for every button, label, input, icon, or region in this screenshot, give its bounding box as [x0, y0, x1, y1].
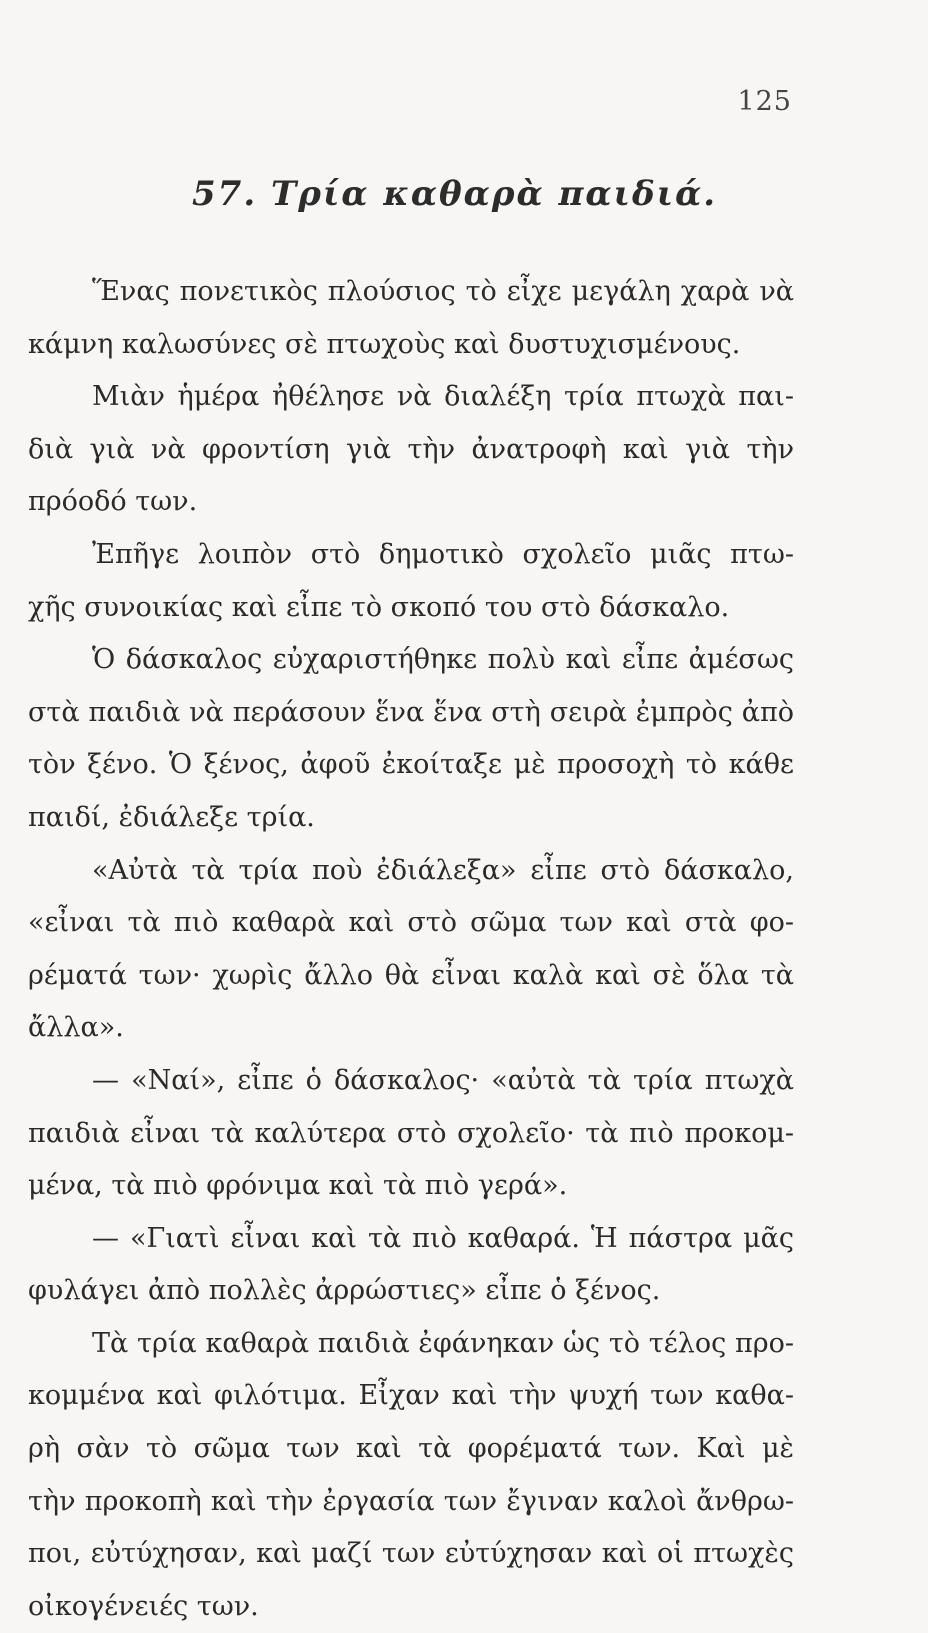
text-line: παιδί, ἐδιάλεξε τρία.: [28, 801, 315, 833]
text-line: Ἕνας πονετικὸς πλούσιος τὸ εἶχε μεγάλη χαρὰ νὰ: [92, 276, 794, 307]
body-text: [28, 266, 794, 1633]
text-line: ἄλλα».: [28, 1012, 124, 1044]
text-line: τὸν ξένο. Ὁ ξένος, ἀφοῦ ἐκοίταξε μὲ προσοχὴ τὸ κάθε: [28, 749, 794, 781]
text-line: στὰ παιδιὰ νὰ περάσουν ἕνα ἕνα στὴ σειρὰ ἐμπρὸς ἀπὸ: [28, 696, 794, 728]
page-number: 125: [737, 86, 792, 117]
text-line: μένα, τὰ πιὸ φρόνιμα καὶ τὰ πιὸ γερά».: [28, 1170, 568, 1202]
text-line: — «Γιατὶ εἶναι καὶ τὰ πιὸ καθαρά. Ἡ πάστρα μᾶς: [92, 1222, 794, 1254]
text-line: ποι, εὐτύχησαν, καὶ μαζί των εὐτύχησαν καὶ οἱ πτωχὲς: [28, 1538, 794, 1570]
text-line: παιδιὰ εἶναι τὰ καλύτερα στὸ σχολεῖο· τὰ πιὸ προκομ-: [28, 1117, 794, 1149]
chapter-title: 57. Τρία καθαρὰ παιδιά.: [192, 174, 718, 214]
text-line: «εἶναι τὰ πιὸ καθαρὰ καὶ στὸ σῶμα των καὶ στὰ φο-: [28, 907, 794, 939]
text-line: πρόοδό των.: [28, 486, 198, 518]
text-line: οἰκογένειές των.: [28, 1590, 259, 1622]
text-line: ρὴ σὰν τὸ σῶμα των καὶ τὰ φορέματά των. Καὶ μὲ: [28, 1433, 794, 1465]
text-line: φυλάγει ἀπὸ πολλὲς ἀρρώστιες» εἶπε ὁ ξένος.: [28, 1275, 661, 1307]
text-line: διὰ γιὰ νὰ φροντίση γιὰ τὴν ἀνατροφὴ καὶ γιὰ τὴν: [28, 433, 794, 465]
text-line: Μιὰν ἡμέρα ἠθέλησε νὰ διαλέξη τρία πτωχὰ παι-: [92, 381, 794, 413]
text-line: κομμένα καὶ φιλότιμα. Εἶχαν καὶ τὴν ψυχή των καθα-: [28, 1380, 794, 1412]
text-line: Ὁ δάσκαλος εὐχαριστήθηκε πολὺ καὶ εἶπε ἀμέσως: [92, 644, 794, 676]
text-line: Ἐπῆγε λοιπὸν στὸ δημοτικὸ σχολεῖο μιᾶς πτω-: [92, 538, 794, 570]
text-line: κάμνη καλωσύνες σὲ πτωχοὺς καὶ δυστυχισμένους.: [28, 328, 741, 360]
text-line: ρέματά των· χωρὶς ἄλλο θὰ εἶναι καλὰ καὶ σὲ ὅλα τὰ: [28, 959, 794, 991]
text-line: χῆς συνοικίας καὶ εἶπε τὸ σκοπό του στὸ δάσκαλο.: [28, 591, 730, 623]
text-line: Τὰ τρία καθαρὰ παιδιὰ ἐφάνηκαν ὡς τὸ τέλος προ-: [92, 1327, 794, 1359]
text-line: — «Ναί», εἶπε ὁ δάσκαλος· «αὐτὰ τὰ τρία πτωχὰ: [92, 1064, 794, 1096]
text-line: τὴν προκοπὴ καὶ τὴν ἐργασία των ἔγιναν καλοὶ ἄνθρω-: [28, 1485, 794, 1517]
text-line: «Αὐτὰ τὰ τρία ποὺ ἐδιάλεξα» εἶπε στὸ δάσκαλο,: [92, 854, 794, 886]
